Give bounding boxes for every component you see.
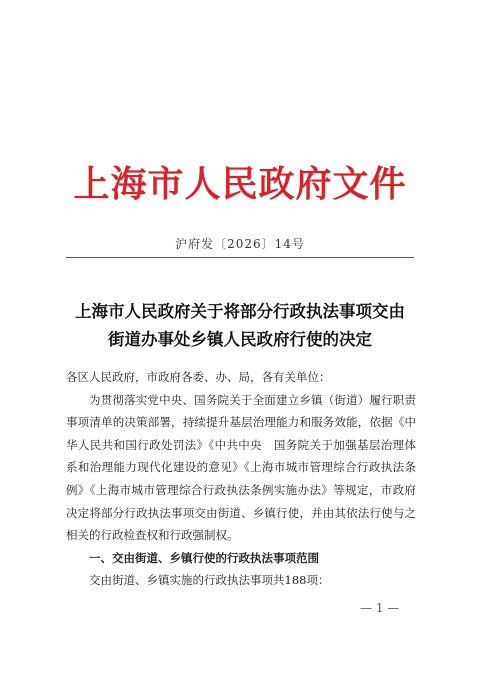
section-1-heading: 一、交由街道、乡镇行使的行政执法事项范围 [89, 550, 319, 565]
page-number: — 1 — [360, 601, 400, 615]
salutation: 各区人民政府，市政府各委、办、局，各有关单位： [66, 370, 331, 384]
document-title [40, 298, 440, 354]
document-number: 沪府发〔2026〕14号 [175, 237, 305, 251]
title-line-1: 上海市人民政府关于将部分行政执法事项交由 [75, 302, 405, 321]
red-divider-line [66, 257, 414, 258]
document-body [66, 366, 416, 592]
document-masthead: 上海市人民政府文件 [73, 163, 407, 205]
section-1-text: 交由街道、乡镇实施的行政执法事项共188项： [89, 573, 330, 588]
title-line-2: 街道办事处乡镇人民政府行使的决定 [108, 330, 372, 349]
intro-paragraph: 为贯彻落实党中央、国务院关于全面建立乡镇（街道）履行职责事项清单的决策部署，持续提升基层治理能力和服务效能，依据《中华人民共和国行政处罚法》《中共中央 国务院关于加强基层治理体系和治理能力现代化建设的意见》《上海市城市管理综合行政执法条例》《上海市城市管理综合行政执法条例实施办法》等规定，市政府决定将部分行政执法事项交由街道、乡镇行使，并由其依法行使与之相关的行政检查权和行政强制权。 [66, 392, 416, 543]
